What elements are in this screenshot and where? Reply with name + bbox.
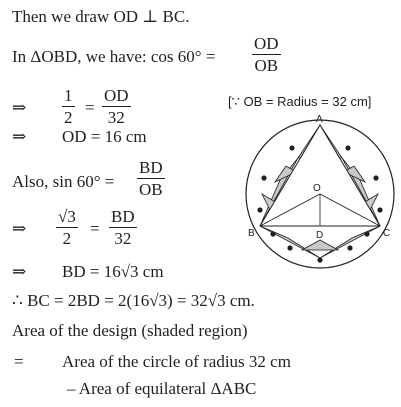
- line-area-triangle: – Area of equilateral ΔABC: [67, 379, 257, 398]
- numerator: 1: [64, 86, 73, 105]
- denominator: 2: [62, 229, 72, 248]
- label-b: B: [248, 228, 255, 239]
- denominator: 32: [107, 108, 125, 127]
- implies-arrow: ⇒: [12, 98, 27, 117]
- label-c: C: [383, 228, 391, 239]
- fraction-one-half: [62, 86, 75, 127]
- denominator: 2: [64, 108, 73, 127]
- equals-sign: =: [85, 98, 95, 117]
- radius-note: [∵ OB = Radius = 32 cm]: [228, 94, 372, 109]
- equals-sign: =: [14, 352, 24, 371]
- line-sin-statement: Also, sin 60° =: [12, 172, 115, 191]
- fraction-bd-32: [109, 207, 137, 248]
- line-area-circle: Area of the circle of radius 32 cm: [62, 352, 291, 371]
- line-bd-value: BD = 16√3 cm: [62, 262, 164, 281]
- line-bc-value: ∴ BC = 2BD = 2(16√3) = 32√3 cm.: [12, 291, 255, 310]
- implies-arrow: ⇒: [12, 219, 27, 238]
- numerator: BD: [139, 158, 163, 177]
- label-a: A: [316, 114, 323, 125]
- label-d: D: [316, 230, 324, 241]
- fraction-bd-ob: [137, 158, 165, 199]
- denominator: OB: [139, 180, 163, 199]
- denominator: OB: [254, 56, 279, 75]
- implies-arrow: ⇒: [12, 262, 27, 281]
- fraction-od-32: [102, 86, 131, 127]
- numerator: √3: [58, 207, 76, 226]
- numerator: OD: [254, 34, 279, 53]
- numerator: OD: [104, 86, 129, 105]
- fraction-root3-half: [56, 207, 78, 248]
- denominator: 32: [114, 229, 132, 248]
- label-o: O: [313, 183, 321, 194]
- equals-sign: =: [90, 219, 100, 238]
- line-od-value: OD = 16 cm: [62, 127, 147, 146]
- line-perpendicular: Then we draw OD ⊥ BC.: [12, 7, 190, 26]
- design-figure: [240, 110, 400, 278]
- fraction-od-ob: [252, 34, 281, 75]
- line-area-heading: Area of the design (shaded region): [12, 321, 248, 340]
- numerator: BD: [111, 207, 135, 226]
- implies-arrow: ⇒: [12, 127, 27, 146]
- line-cos-statement: In ΔOBD, we have: cos 60° =: [12, 47, 216, 66]
